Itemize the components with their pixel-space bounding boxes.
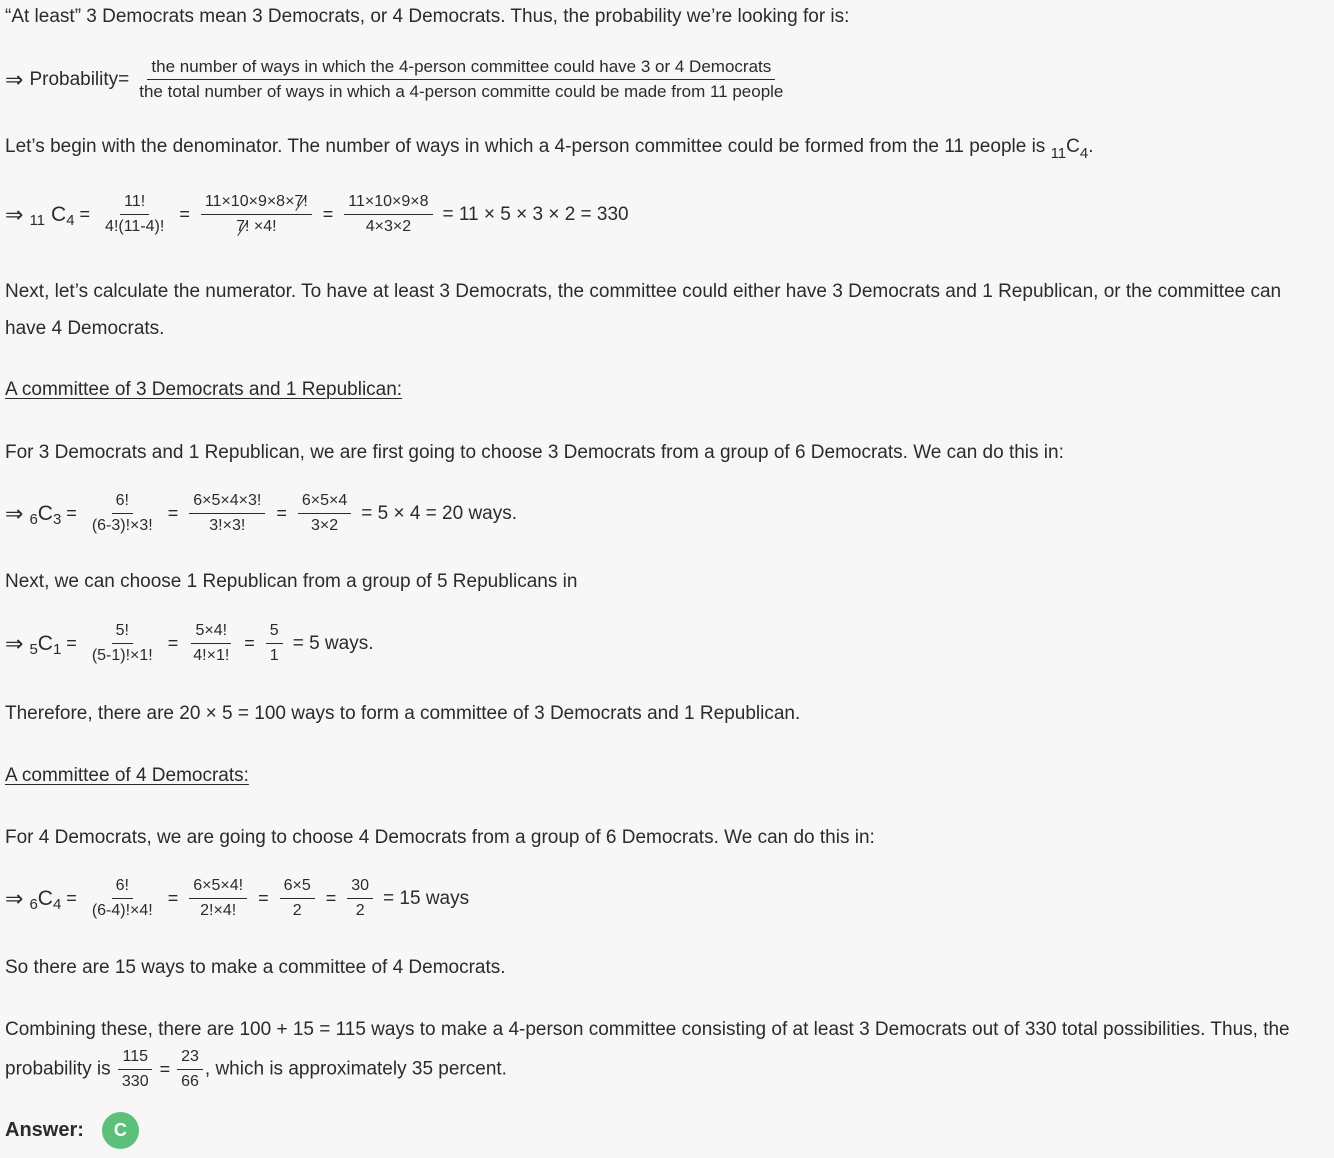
denominator: (5-1)!×1!: [91, 647, 153, 664]
four-democrats-paragraph: For 4 Democrats, we are going to choose 4 Democrats from a group of 6 Democrats. We can do this in:: [5, 827, 875, 848]
numerator: 6!: [112, 492, 133, 514]
numerator: 115: [118, 1048, 152, 1070]
subscript-k: 3: [52, 511, 62, 528]
result: = 5 × 4 = 20 ways.: [361, 502, 518, 524]
equals-sign: =: [66, 633, 77, 653]
denominator-text: Let’s begin with the denominator. The number of ways in which a 4-person committee could be formed from the 11 people is: [5, 136, 1051, 157]
numerator: 5!: [112, 622, 133, 644]
combination-symbol: C: [37, 501, 53, 525]
fraction-2: [189, 622, 233, 665]
answer-row: [5, 1112, 139, 1149]
conclusion-paragraph: [5, 1011, 1320, 1091]
numerator: 5: [266, 622, 283, 644]
fraction-23-66: [177, 1048, 203, 1091]
combination-symbol: C: [37, 631, 53, 655]
denominator: 4×3×2: [365, 218, 412, 235]
probability-equation: [5, 58, 793, 101]
numerator: 30: [347, 877, 373, 899]
section-heading-3d-1r: A committee of 3 Democrats and 1 Republican:: [5, 379, 403, 400]
subscript-k: 4: [52, 896, 62, 913]
equals-sign: =: [167, 888, 179, 908]
subscript-k: 4: [66, 212, 75, 229]
cancelled-factorial: 7!: [236, 218, 250, 235]
equals-sign: =: [179, 204, 190, 224]
fraction-3: [298, 492, 351, 535]
equation-11c4: [5, 193, 629, 236]
equals-sign: =: [66, 888, 77, 908]
equals-sign: =: [276, 503, 287, 523]
numerator: [201, 193, 312, 215]
equals-sign: =: [66, 503, 77, 523]
equals-sign: =: [244, 633, 255, 653]
combination-symbol: C: [1066, 136, 1080, 157]
numerator-part: 11×10×9×8×: [204, 193, 295, 210]
equals-sign: =: [167, 503, 179, 523]
denominator: 330: [121, 1073, 149, 1090]
fraction-1: [101, 193, 168, 236]
probability-label: Probability=: [29, 68, 130, 90]
conclusion-text: Combining these, there are 100 + 15 = 115 ways to make a 4-person committee consisting of at least 3 Democrats out of 330 total possibilities. Thus, the probability is: [5, 1019, 1290, 1080]
equals-sign: =: [167, 633, 179, 653]
subscript-n: 6: [29, 511, 38, 528]
denominator: 3×2: [310, 517, 339, 534]
implies-arrow: ⇒: [5, 630, 24, 656]
probability-fraction: [135, 58, 787, 101]
probability-numerator: the number of ways in which the 4-person committee could have 3 or 4 Democrats: [147, 58, 775, 80]
fraction-1: [88, 622, 157, 665]
result: = 5 ways.: [292, 632, 374, 654]
denominator: 2: [355, 902, 365, 919]
fraction-3: [266, 622, 283, 665]
fraction-2: [189, 877, 247, 920]
fraction-2: [201, 193, 312, 236]
numerator: 6×5×4!: [189, 877, 247, 899]
numerator: 6×5×4: [298, 492, 351, 514]
equation-6c4: [5, 877, 469, 920]
subscript-k: 1: [52, 641, 62, 658]
period: .: [1088, 136, 1094, 157]
implies-arrow: ⇒: [5, 500, 24, 526]
fraction-115-330: [118, 1048, 153, 1091]
result: = 11 × 5 × 3 × 2 = 330: [442, 203, 629, 225]
section-heading-4d: A committee of 4 Democrats:: [5, 765, 249, 786]
numerator: 6×5×4×3!: [189, 492, 265, 514]
equals-sign: =: [322, 204, 334, 224]
numerator: 6×5: [280, 877, 315, 899]
numerator: 5×4!: [191, 622, 231, 644]
democrats-choice-paragraph: For 3 Democrats and 1 Republican, we are first going to choose 3 Democrats from a group of 6 Democrats. We can do this in:: [5, 442, 1064, 463]
denominator-part: ×4!: [249, 218, 277, 235]
denominator: [232, 215, 280, 236]
answer-badge: C: [102, 1112, 139, 1149]
numerator: 11×10×9×8: [344, 193, 432, 215]
answer-label: Answer:: [5, 1119, 84, 1141]
subscript-n: 6: [29, 896, 38, 913]
numerator: 6!: [112, 877, 133, 899]
denominator: 2!×4!: [200, 902, 237, 919]
cancelled-factorial: 7!: [294, 193, 308, 210]
total-3d-1r-paragraph: Therefore, there are 20 × 5 = 100 ways to form a committee of 3 Democrats and 1 Republican.: [5, 703, 801, 724]
subscript-n: 11: [1050, 145, 1067, 162]
equals-sign: =: [325, 888, 337, 908]
implies-arrow: ⇒: [5, 201, 24, 227]
equals-sign: =: [79, 204, 91, 224]
conclusion-end: , which is approximately 35 percent.: [204, 1058, 507, 1080]
denominator: (6-3)!×3!: [91, 517, 153, 534]
result: = 15 ways: [383, 887, 470, 909]
combination-symbol: C: [51, 202, 67, 226]
subscript-k: 4: [1079, 145, 1089, 162]
denominator: 4!×1!: [193, 647, 230, 664]
equals-sign: =: [159, 1058, 171, 1079]
fraction-1: [88, 492, 157, 535]
denominator: 2: [292, 902, 302, 919]
denominator: 3!×3!: [209, 517, 246, 534]
equation-5c1: [5, 622, 374, 665]
numerator-paragraph: Next, let’s calculate the numerator. To have at least 3 Democrats, the committee could either have 3 Democrats and 1 Republican, or the committee can have 4 Democrats.: [5, 281, 1282, 339]
denominator-paragraph: [5, 136, 1324, 162]
implies-arrow: ⇒: [5, 885, 24, 911]
fraction-1: [88, 877, 157, 920]
probability-denominator: the total number of ways in which a 4-person committe could be made from 11 people: [139, 82, 784, 101]
republican-choice-paragraph: Next, we can choose 1 Republican from a group of 5 Republicans in: [5, 571, 578, 592]
numerator: 23: [177, 1048, 203, 1070]
fraction-2: [189, 492, 265, 535]
denominator: 66: [181, 1073, 199, 1090]
denominator: 4!(11-4)!: [105, 218, 165, 235]
equals-sign: =: [258, 888, 269, 908]
fraction-3: [344, 193, 432, 236]
denominator: (6-4)!×4!: [91, 902, 153, 919]
fraction-3: [280, 877, 315, 920]
total-4d-paragraph: So there are 15 ways to make a committee of 4 Democrats.: [5, 957, 506, 978]
subscript-n: 5: [29, 641, 38, 658]
subscript-n: 11: [29, 212, 46, 229]
intro-paragraph: “At least” 3 Democrats mean 3 Democrats, or 4 Democrats. Thus, the probability we’re looking for is:: [5, 6, 850, 27]
fraction-4: [347, 877, 373, 920]
numerator: 11!: [120, 193, 149, 215]
combination-symbol: C: [37, 886, 53, 910]
denominator: 1: [269, 647, 279, 664]
equation-6c3: [5, 492, 517, 535]
implies-arrow: ⇒: [5, 66, 24, 92]
